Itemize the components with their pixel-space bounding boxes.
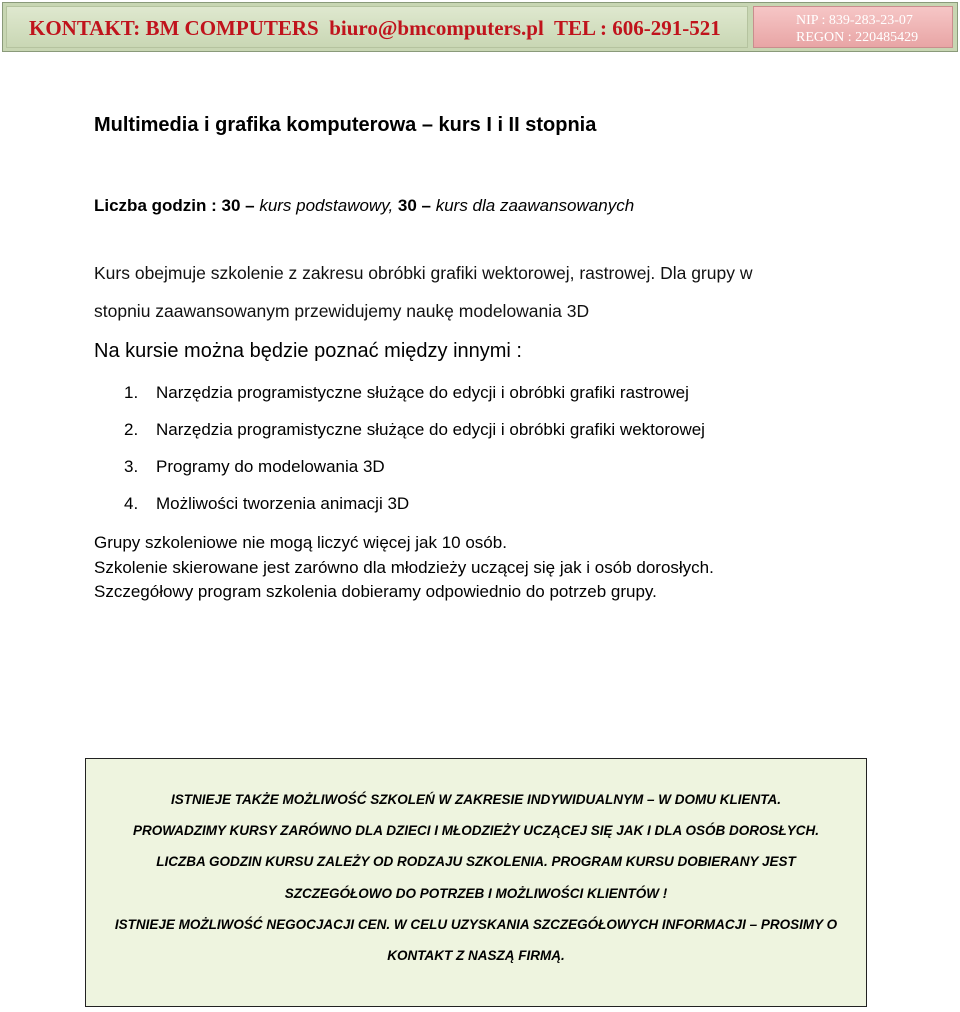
hours-basic: kurs podstawowy, [259,196,394,215]
program-note: Szczegółowy program szkolenia dobieramy odpowiednio do potrzeb grupy. [94,582,657,601]
topics-heading: Na kursie można będzie poznać między innymi : [94,340,522,362]
course-description-line-1: Kurs obejmuje szkolenie z zakresu obróbki grafiki wektorowej, rastrowej. Dla grupy w [94,263,753,283]
info-line: SZCZEGÓŁOWO DO POTRZEB I MOŻLIWOŚCI KLIENTÓW ! [284,886,668,901]
company-contact-info: BM COMPUTERS biuro@bmcomputers.pl TEL : 606-291-521 [140,16,721,40]
regon-number: REGON : 220485429 [796,30,919,45]
topic-item: 3. Programy do modelowania 3D [124,457,385,476]
company-registration [753,6,953,48]
contact-label: KONTAKT: [29,16,141,40]
info-line: PROWADZIMY KURSY ZARÓWNO DLA DZIECI I MŁODZIEŻY UCZĄCEJ SIĘ JAK I DLA OSÓB DOROSŁYCH. [132,823,820,838]
hours-mid: 30 – [393,196,436,215]
group-size-note: Grupy szkoleniowe nie mogą liczyć więcej jak 10 osób. [94,533,507,552]
hours-advanced: kurs dla zaawansowanych [435,196,635,215]
topic-item: 2. Narzędzia programistyczne służące do edycji i obróbki grafiki wektorowej [124,420,705,439]
course-hours [94,196,634,216]
topic-item: 4. Możliwości tworzenia animacji 3D [124,494,410,513]
audience-note: Szkolenie skierowane jest zarówno dla młodzieży uczącej się jak i osób dorosłych. [94,558,714,577]
course-title: Multimedia i grafika komputerowa – kurs I i II stopnia [94,114,597,136]
topic-item: 1. Narzędzia programistyczne służące do edycji i obróbki grafiki rastrowej [124,383,689,402]
hours-label: Liczba godzin : 30 – [94,196,260,215]
info-box [85,758,867,1007]
info-line: ISTNIEJE MOŻLIWOŚĆ NEGOCJACJI CEN. W CELU UZYSKANIA SZCZEGÓŁOWYCH INFORMACJI – PROSIMY O [114,917,838,932]
contact-banner [6,6,748,48]
info-line: ISTNIEJE TAKŻE MOŻLIWOŚĆ SZKOLEŃ W ZAKRESIE INDYWIDUALNYM – W DOMU KLIENTA. [171,792,781,807]
info-line: KONTAKT Z NASZĄ FIRMĄ. [387,948,565,963]
contact-header [2,2,958,52]
course-description-line-2: stopniu zaawansowanym przewidujemy naukę modelowania 3D [94,301,590,321]
nip-number: NIP : 839-283-23-07 [796,13,913,28]
info-line: LICZBA GODZIN KURSU ZALEŻY OD RODZAJU SZKOLENIA. PROGRAM KURSU DOBIERANY JEST [156,854,796,869]
